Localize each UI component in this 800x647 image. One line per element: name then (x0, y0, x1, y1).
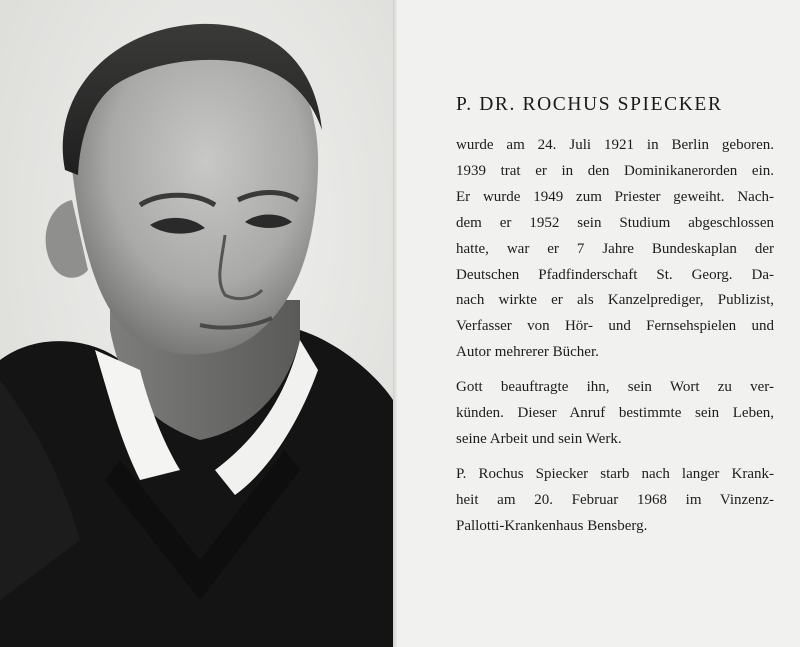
text-line: seine Arbeit und sein Werk. (456, 430, 622, 447)
text-line: wurde am 24. Juli 1921 in Berlin geboren. (456, 137, 774, 153)
text-line: hatte, war er 7 Jahre Bundeskaplan der (456, 240, 774, 257)
text-line: Deutschen Pfadfinderschaft St. Georg. Da- (456, 266, 774, 283)
text-line: Autor mehrerer Bücher. (456, 344, 599, 361)
text-line: Gott beauftragte ihn, sein Wort zu ver- (456, 379, 774, 396)
text-line: dem er 1952 sein Studium abgeschlossen (456, 214, 774, 231)
text-line: Pallotti-Krankenhaus Bensberg. (456, 517, 648, 534)
paragraph-2 (456, 375, 774, 453)
paragraph-3 (456, 462, 774, 540)
text-line: künden. Dieser Anruf bestimmte sein Leben, (456, 405, 774, 422)
text-page (398, 0, 800, 647)
text-line: P. Rochus Spiecker starb nach langer Krank- (456, 465, 774, 482)
text-line: 1939 trat er in den Dominikanerorden ein. (456, 162, 774, 179)
paragraph-1 (456, 133, 774, 366)
text-line: Verfasser von Hör- und Fernsehspielen und (456, 318, 774, 335)
text-line: heit am 20. Februar 1968 im Vinzenz- (456, 491, 774, 508)
portrait-illustration (0, 0, 393, 647)
portrait-photo (0, 0, 393, 647)
biography-text (456, 133, 774, 549)
text-line: nach wirkte er als Kanzelprediger, Publizist, (456, 292, 774, 309)
text-line: Er wurde 1949 zum Priester geweiht. Nach- (456, 188, 774, 205)
page-title: P. DR. ROCHUS SPIECKER (456, 94, 723, 115)
